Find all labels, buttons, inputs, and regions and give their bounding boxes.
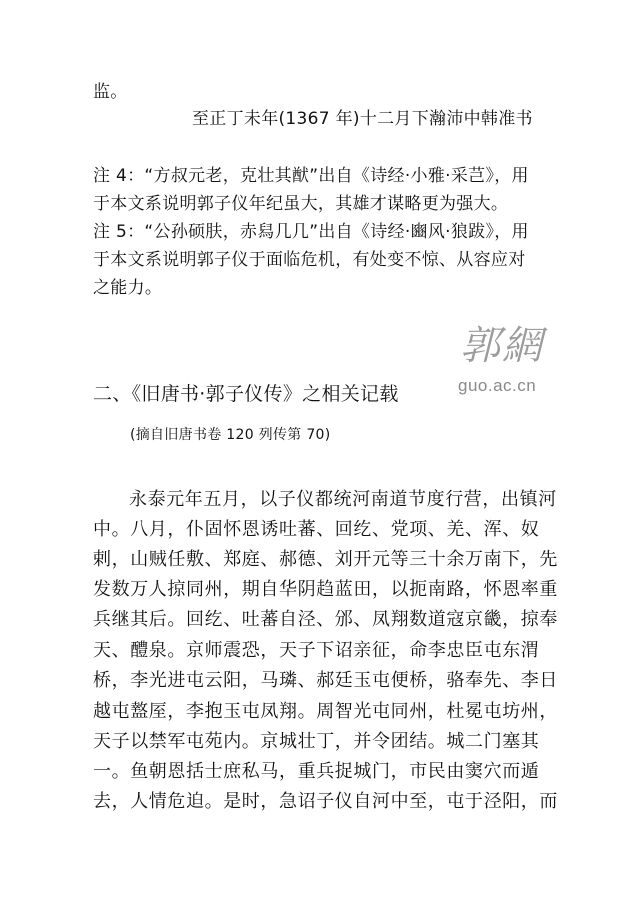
body-line: 越屯盩厔，李抱玉屯凤翔。周智光屯同州，杜冕屯坊州， — [93, 701, 558, 722]
watermark-logo: 郭網 — [460, 323, 544, 369]
body-line: 桥，李光进屯云阳，马璘、郝廷玉屯便桥，骆奉先、李日 — [93, 670, 558, 691]
signature-line: 至正丁未年(1367 年)十二月下瀚沛中韩准书 — [192, 109, 533, 129]
body-line: 去，人情危迫。是时，急诏子仪自河中至，屯于泾阳，而 — [93, 791, 558, 812]
note-line: 于本文系说明郭子仪于面临危机，有处变不惊、从容应对 — [93, 250, 526, 270]
section-heading: 二、《旧唐书·郭子仪传》之相关记载 — [93, 383, 399, 405]
body-line: 兵继其后。回纥、吐蕃自泾、邠、凤翔数道寇京畿，掠奉 — [93, 609, 558, 630]
body-line: 剌，山贼任敷、郑庭、郝德、刘开元等三十余万南下，先 — [93, 549, 558, 570]
body-line: 一。鱼朝恩括士庶私马，重兵捉城门，市民由窦穴而遁 — [93, 761, 540, 782]
watermark-url: guo.ac.cn — [458, 376, 537, 395]
body-line: 天子以禁军屯苑内。京城壮丁，并令团结。城二门塞其 — [93, 731, 540, 752]
note-line: 于本文系说明郭子仪年纪虽大，其雄才谋略更为强大。 — [93, 194, 509, 214]
closing-line: 监。 — [93, 82, 128, 102]
note-line: 注 4：“方叔元老，克壮其猷”出自《诗经·小雅·采芑》，用 — [93, 166, 529, 186]
body-line: 中。八月，仆固怀恩诱吐蕃、回纥、党项、羌、浑、奴 — [93, 519, 540, 540]
watermark — [448, 322, 552, 408]
body-line: 天、醴泉。京师震恐，天子下诏亲征，命李忠臣屯东渭 — [93, 640, 540, 661]
note-line: 之能力。 — [93, 278, 163, 298]
body-line: 发数万人掠同州，期自华阴趋蓝田，以扼南路，怀恩率重 — [93, 579, 558, 600]
note-line: 注 5：“公孙硕肤，赤舄几几”出自《诗经·豳风·狼跋》，用 — [93, 222, 529, 242]
body-line: 永泰元年五月，以子仪都统河南道节度行营，出镇河 — [129, 489, 557, 510]
section-source: (摘自旧唐书卷 120 列传第 70) — [130, 427, 331, 443]
